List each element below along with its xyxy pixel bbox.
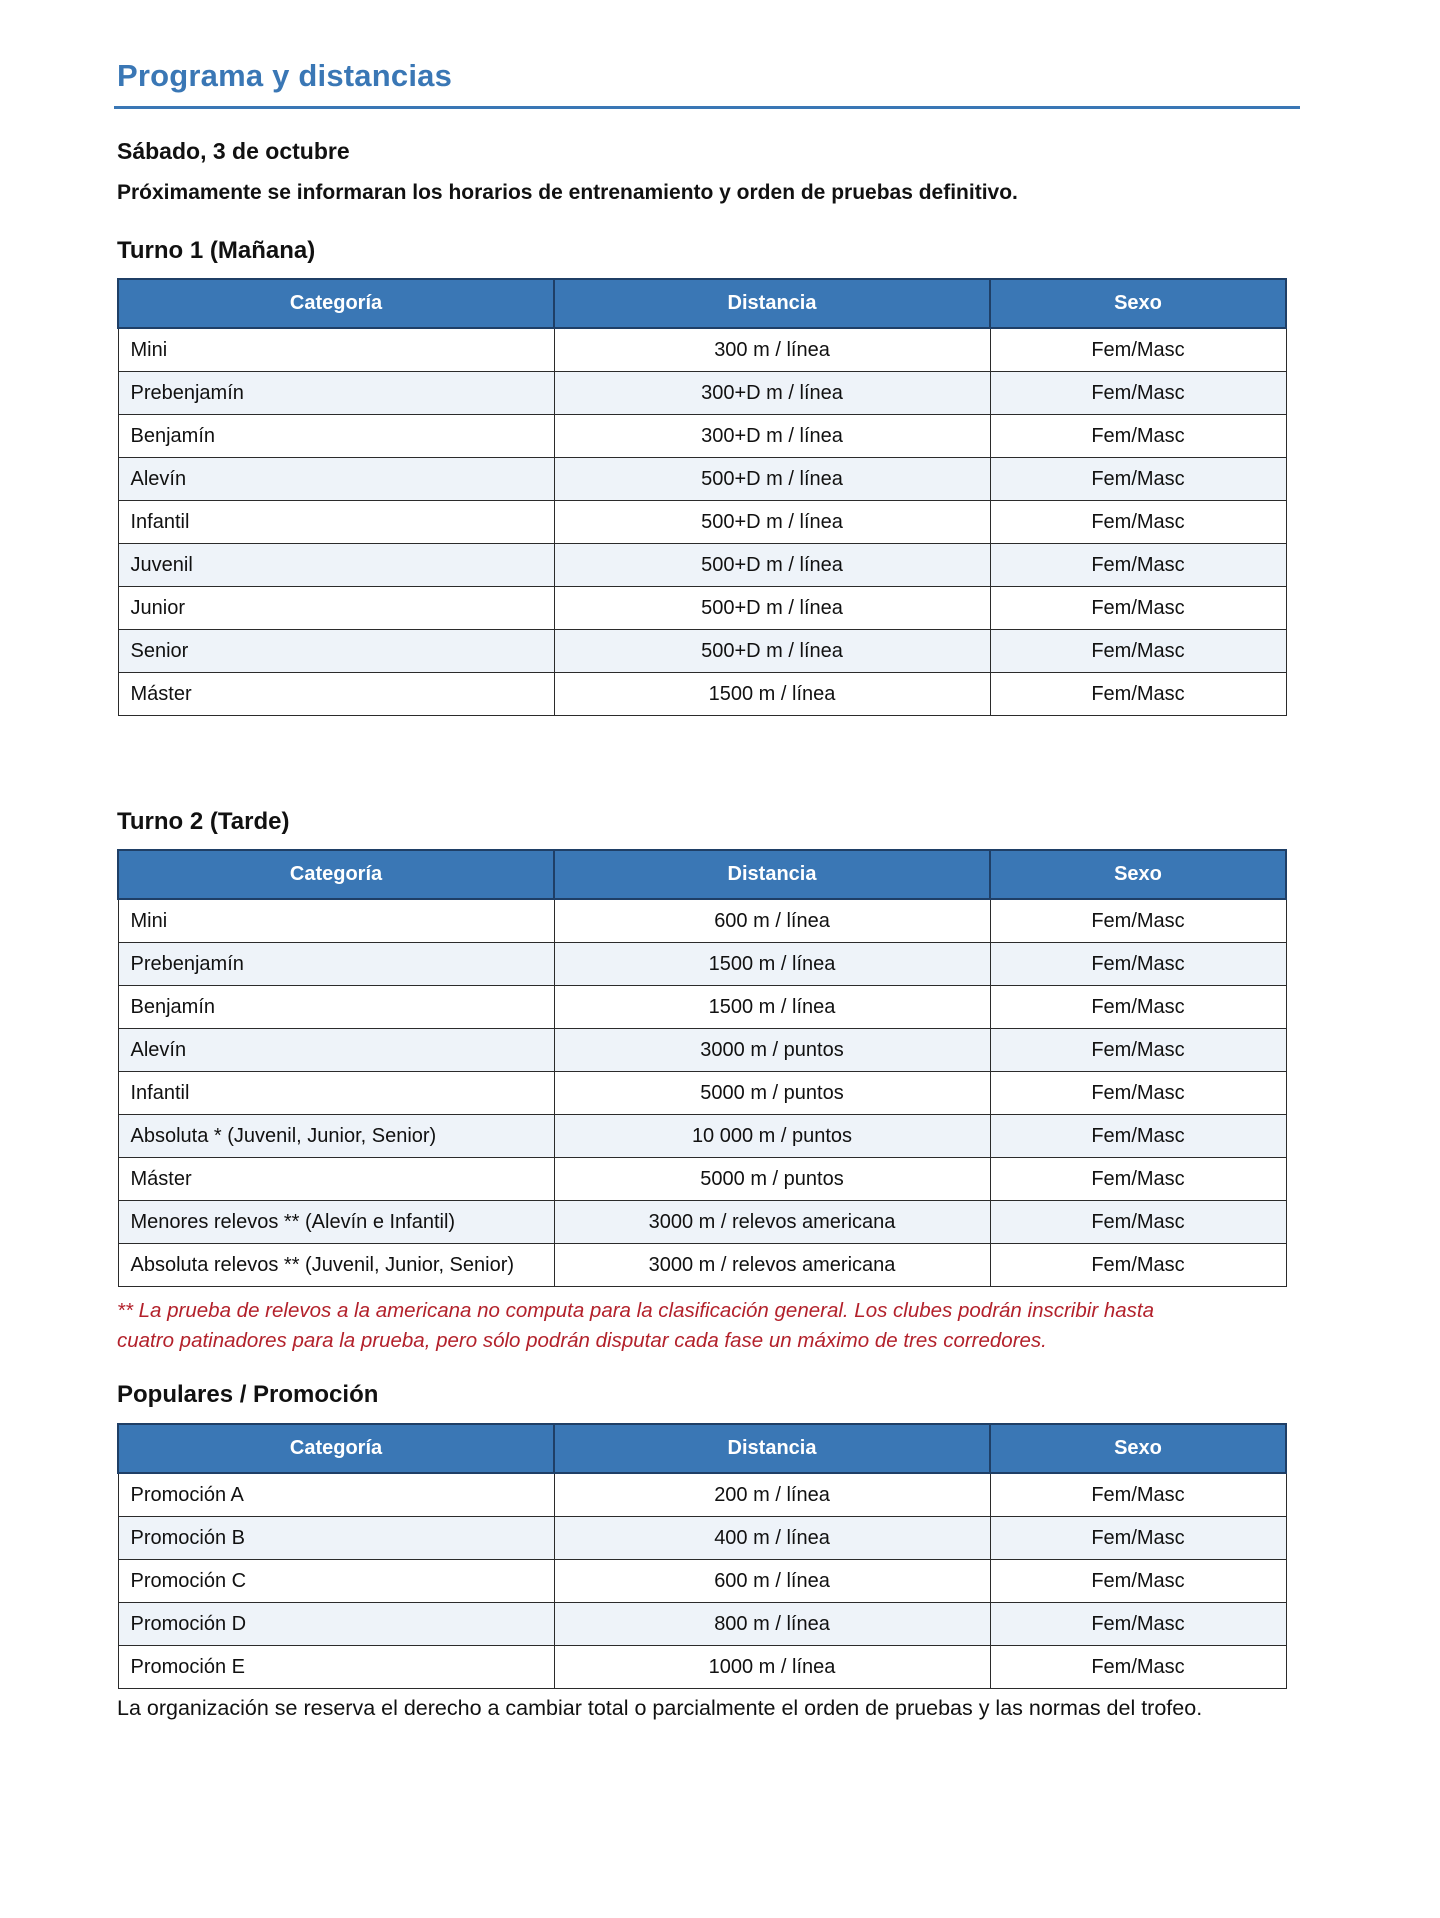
table-row [118,986,1286,1029]
schedule-notice: Próximamente se informaran los horarios de entrenamiento y orden de pruebas definitivo. [117,181,1018,204]
table-row [118,1646,1286,1689]
cell-distancia: 5000 m / puntos [554,1158,990,1201]
relay-footnote-line-1: ** La prueba de relevos a la americana no computa para la clasificación general. Los clubes podrán inscribir hasta [117,1299,1154,1322]
cell-sexo: Fem/Masc [990,1115,1286,1158]
cell-categoria: Absoluta * (Juvenil, Junior, Senior) [118,1115,554,1158]
cell-distancia: 500+D m / línea [554,458,990,501]
cell-distancia: 1000 m / línea [554,1646,990,1689]
cell-distancia: 300 m / línea [554,328,990,372]
cell-sexo: Fem/Masc [990,1473,1286,1517]
cell-categoria: Máster [118,673,554,716]
cell-categoria: Benjamín [118,986,554,1029]
table-row [118,1158,1286,1201]
table-populares [117,1423,1287,1689]
table-row [118,501,1286,544]
cell-sexo: Fem/Masc [990,1072,1286,1115]
cell-categoria: Junior [118,587,554,630]
cell-categoria: Promoción B [118,1517,554,1560]
cell-sexo: Fem/Masc [990,544,1286,587]
cell-categoria: Promoción A [118,1473,554,1517]
cell-sexo: Fem/Masc [990,328,1286,372]
header-distancia: Distancia [554,1424,990,1473]
cell-sexo: Fem/Masc [990,1029,1286,1072]
cell-sexo: Fem/Masc [990,1603,1286,1646]
cell-categoria: Promoción E [118,1646,554,1689]
cell-sexo: Fem/Masc [990,458,1286,501]
header-distancia: Distancia [554,850,990,899]
title-divider [114,106,1300,109]
cell-distancia: 10 000 m / puntos [554,1115,990,1158]
cell-distancia: 300+D m / línea [554,415,990,458]
header-categoria: Categoría [118,850,554,899]
cell-sexo: Fem/Masc [990,1201,1286,1244]
cell-categoria: Alevín [118,458,554,501]
table-row [118,1115,1286,1158]
table-row [118,415,1286,458]
table-row [118,630,1286,673]
cell-categoria: Juvenil [118,544,554,587]
cell-categoria: Promoción C [118,1560,554,1603]
cell-sexo: Fem/Masc [990,943,1286,986]
table-row [118,1072,1286,1115]
table-row [118,544,1286,587]
cell-distancia: 300+D m / línea [554,372,990,415]
cell-sexo: Fem/Masc [990,501,1286,544]
table-row [118,673,1286,716]
cell-distancia: 3000 m / relevos americana [554,1201,990,1244]
cell-categoria: Benjamín [118,415,554,458]
cell-distancia: 1500 m / línea [554,673,990,716]
table-row [118,1244,1286,1287]
table-row [118,1517,1286,1560]
cell-sexo: Fem/Masc [990,1244,1286,1287]
cell-distancia: 600 m / línea [554,899,990,943]
table-row [118,1201,1286,1244]
table-turno1 [117,278,1287,716]
organization-disclaimer: La organización se reserva el derecho a cambiar total o parcialmente el orden de pruebas y las normas del trofeo. [117,1696,1203,1720]
header-categoria: Categoría [118,279,554,328]
section-title-turno2: Turno 2 (Tarde) [117,808,290,835]
cell-distancia: 500+D m / línea [554,587,990,630]
cell-distancia: 600 m / línea [554,1560,990,1603]
table-row [118,899,1286,943]
cell-distancia: 5000 m / puntos [554,1072,990,1115]
cell-distancia: 800 m / línea [554,1603,990,1646]
cell-distancia: 500+D m / línea [554,501,990,544]
table-row [118,1560,1286,1603]
cell-sexo: Fem/Masc [990,1517,1286,1560]
cell-sexo: Fem/Masc [990,372,1286,415]
header-distancia: Distancia [554,279,990,328]
table-row [118,372,1286,415]
page-title: Programa y distancias [117,58,453,93]
header-categoria: Categoría [118,1424,554,1473]
cell-distancia: 1500 m / línea [554,986,990,1029]
cell-sexo: Fem/Masc [990,630,1286,673]
cell-categoria: Infantil [118,1072,554,1115]
event-date: Sábado, 3 de octubre [117,138,350,164]
table-row [118,1603,1286,1646]
table-row [118,458,1286,501]
cell-categoria: Mini [118,899,554,943]
cell-categoria: Máster [118,1158,554,1201]
cell-categoria: Alevín [118,1029,554,1072]
table-header-row [118,850,1286,899]
section-title-turno1: Turno 1 (Mañana) [117,237,316,264]
header-sexo: Sexo [990,279,1286,328]
section-title-populares: Populares / Promoción [117,1381,379,1408]
cell-sexo: Fem/Masc [990,1560,1286,1603]
table-row [118,328,1286,372]
table-row [118,1029,1286,1072]
relay-footnote [117,1296,1297,1356]
cell-distancia: 500+D m / línea [554,630,990,673]
cell-categoria: Absoluta relevos ** (Juvenil, Junior, Senior) [118,1244,554,1287]
cell-sexo: Fem/Masc [990,899,1286,943]
header-sexo: Sexo [990,1424,1286,1473]
cell-categoria: Promoción D [118,1603,554,1646]
cell-categoria: Infantil [118,501,554,544]
table-turno2 [117,849,1287,1287]
cell-distancia: 500+D m / línea [554,544,990,587]
cell-sexo: Fem/Masc [990,1158,1286,1201]
cell-categoria: Prebenjamín [118,372,554,415]
relay-footnote-line-2: cuatro patinadores para la prueba, pero sólo podrán disputar cada fase un máximo de tres corredores. [117,1329,1047,1352]
cell-categoria: Menores relevos ** (Alevín e Infantil) [118,1201,554,1244]
cell-sexo: Fem/Masc [990,587,1286,630]
table-header-row [118,279,1286,328]
cell-distancia: 400 m / línea [554,1517,990,1560]
cell-distancia: 1500 m / línea [554,943,990,986]
cell-sexo: Fem/Masc [990,673,1286,716]
cell-distancia: 3000 m / puntos [554,1029,990,1072]
cell-categoria: Senior [118,630,554,673]
table-header-row [118,1424,1286,1473]
header-sexo: Sexo [990,850,1286,899]
table-row [118,943,1286,986]
table-row [118,587,1286,630]
cell-categoria: Mini [118,328,554,372]
cell-sexo: Fem/Masc [990,986,1286,1029]
cell-categoria: Prebenjamín [118,943,554,986]
cell-sexo: Fem/Masc [990,415,1286,458]
cell-distancia: 3000 m / relevos americana [554,1244,990,1287]
table-row [118,1473,1286,1517]
cell-sexo: Fem/Masc [990,1646,1286,1689]
cell-distancia: 200 m / línea [554,1473,990,1517]
